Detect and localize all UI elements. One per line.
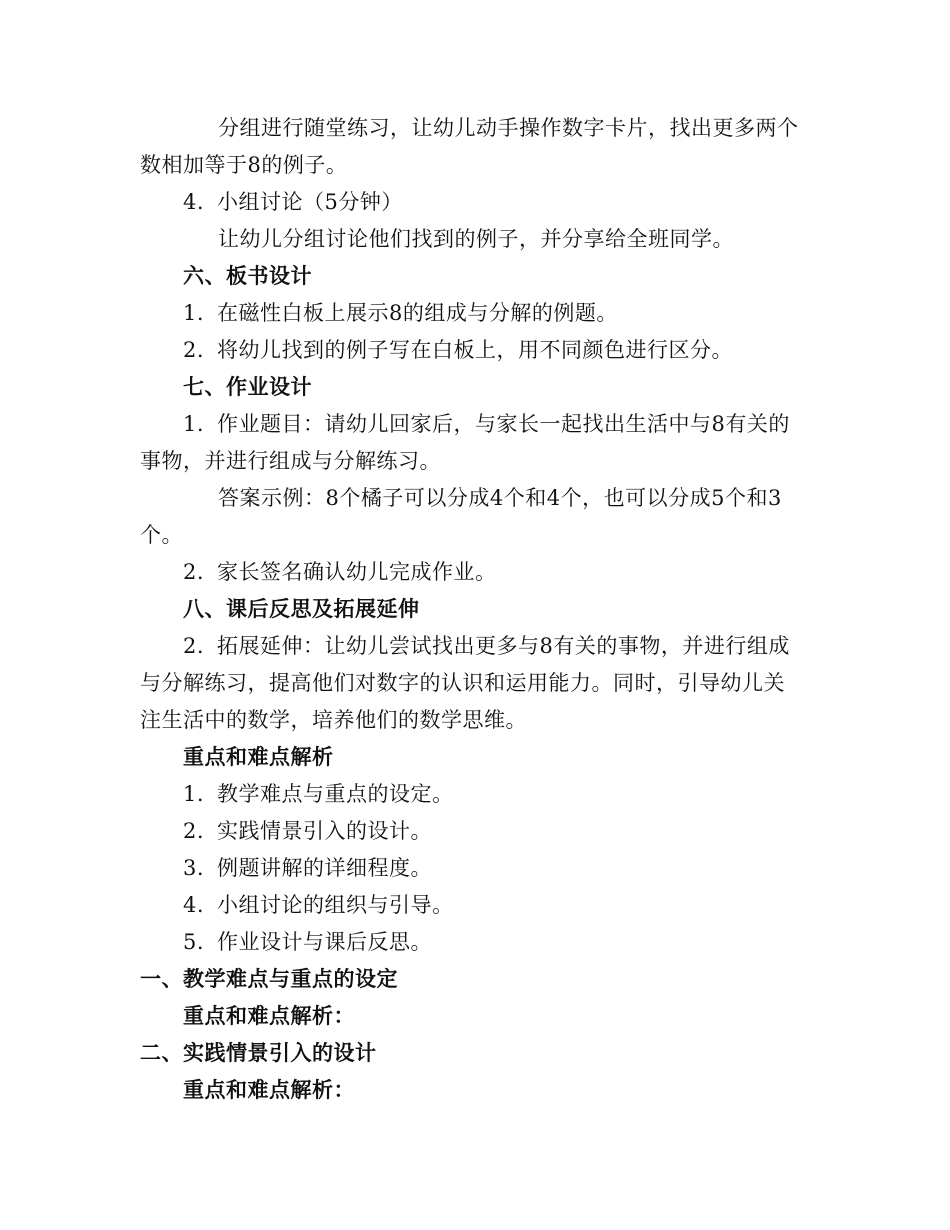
list-item bbox=[183, 299, 618, 327]
list-item bbox=[183, 780, 454, 808]
list-item-text: 家长签名确认幼儿完成作业。 bbox=[217, 560, 497, 584]
list-number: 2. bbox=[183, 819, 205, 843]
list-item bbox=[183, 928, 432, 956]
list-item bbox=[183, 632, 790, 660]
list-number: 4. bbox=[183, 893, 205, 917]
list-number: 3. bbox=[183, 856, 205, 880]
list-item-text: 作业设计与课后反思。 bbox=[217, 930, 432, 954]
paragraph-line: 个。 bbox=[140, 523, 183, 547]
list-number: 1. bbox=[183, 301, 205, 325]
paragraph-line: 与分解练习，提高他们对数字的认识和运用能力。同时，引导幼儿关 bbox=[140, 671, 785, 695]
list-item-text: 小组讨论的组织与引导。 bbox=[217, 893, 454, 917]
list-item bbox=[183, 558, 497, 586]
paragraph-line: 注生活中的数学，培养他们的数学思维。 bbox=[140, 708, 527, 732]
paragraph-line: 让幼儿分组讨论他们找到的例子，并分享给全班同学。 bbox=[218, 227, 734, 251]
list-number: 5. bbox=[183, 930, 205, 954]
list-number: 4. bbox=[183, 190, 205, 214]
list-number: 1. bbox=[183, 412, 205, 436]
paragraph-line: 分组进行随堂练习，让幼儿动手操作数字卡片，找出更多两个 bbox=[218, 116, 799, 140]
list-number: 2. bbox=[183, 338, 205, 362]
list-item bbox=[183, 817, 432, 845]
list-item-text: 教学难点与重点的设定。 bbox=[217, 782, 454, 806]
list-number: 2. bbox=[183, 560, 205, 584]
section-heading: 七、作业设计 bbox=[183, 374, 312, 399]
subheading: 重点和难点解析： bbox=[183, 1077, 355, 1102]
list-item-text: 拓展延伸：让幼儿尝试找出更多与8有关的事物，并进行组成 bbox=[217, 634, 790, 658]
list-item bbox=[183, 854, 432, 882]
list-item-text: 实践情景引入的设计。 bbox=[217, 819, 432, 843]
list-item-text: 小组讨论（5分钟） bbox=[217, 190, 403, 214]
section-heading: 八、课后反思及拓展延伸 bbox=[183, 596, 420, 621]
list-item-text: 将幼儿找到的例子写在白板上，用不同颜色进行区分。 bbox=[217, 338, 733, 362]
list-item bbox=[183, 188, 403, 216]
section-heading: 二、实践情景引入的设计 bbox=[140, 1040, 377, 1065]
list-item bbox=[183, 891, 454, 919]
list-item-text: 作业题目：请幼儿回家后，与家长一起找出生活中与8有关的 bbox=[217, 412, 790, 436]
paragraph-line: 事物，并进行组成与分解练习。 bbox=[140, 449, 441, 473]
list-item-text: 在磁性白板上展示8的组成与分解的例题。 bbox=[217, 301, 618, 325]
list-number: 2. bbox=[183, 634, 205, 658]
section-heading: 一、教学难点与重点的设定 bbox=[140, 966, 398, 991]
paragraph-line: 数相加等于8的例子。 bbox=[140, 153, 348, 177]
section-heading: 六、板书设计 bbox=[183, 263, 312, 288]
subheading: 重点和难点解析： bbox=[183, 1003, 355, 1028]
paragraph-line: 答案示例：8个橘子可以分成4个和4个，也可以分成5个和3 bbox=[218, 486, 782, 510]
list-item bbox=[183, 336, 733, 364]
list-number: 1. bbox=[183, 782, 205, 806]
list-item bbox=[183, 410, 790, 438]
section-heading: 重点和难点解析 bbox=[183, 744, 334, 769]
list-item-text: 例题讲解的详细程度。 bbox=[217, 856, 432, 880]
